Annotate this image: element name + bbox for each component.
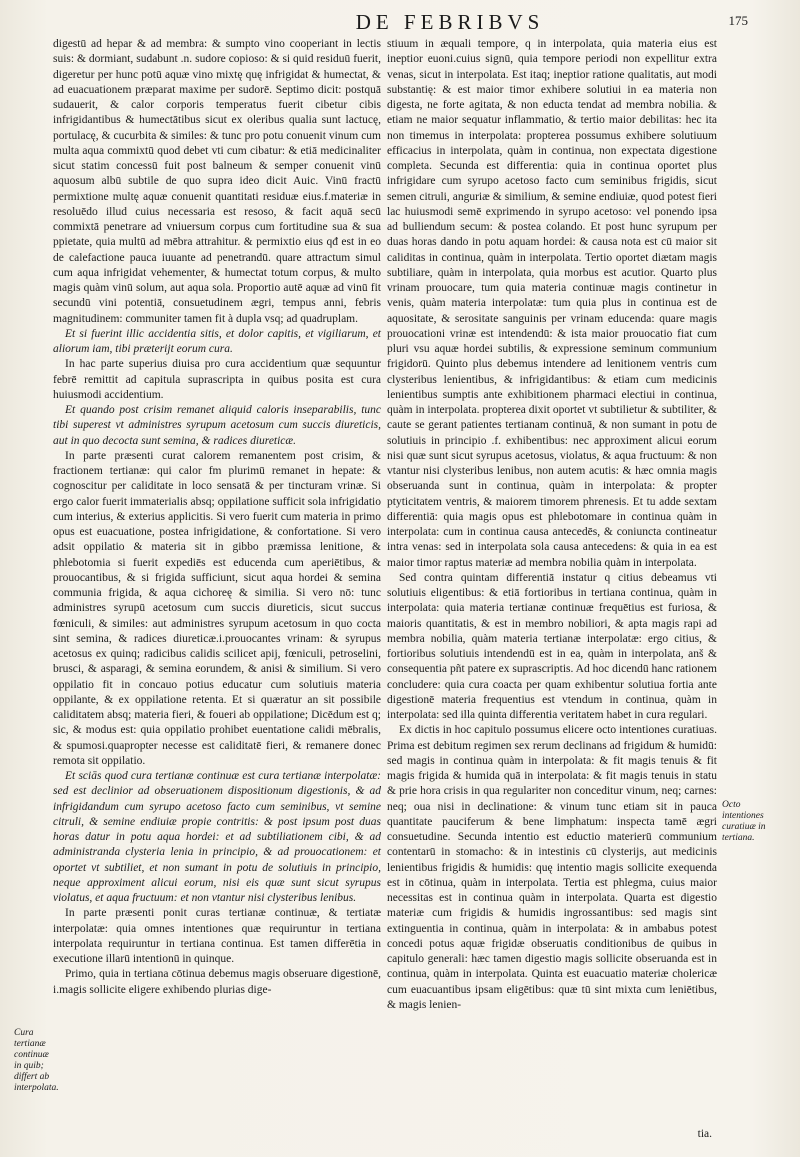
rubric-paragraph: Et sciās quod cura tertianæ continuæ est cura tertianæ interpolatæ: sed est declinior ad obseruationem dispositionum digestionis, & ad infrigidandum cum syrupo acetoso facto cum seminibus, vt semine citruli, & semine endiuiæ propie contritis: & post ipsum post duas horas datur in potu aqua hordei: et ad subtiliationem cibi, & ad administranda clysteria lenia in principio, & ad prouocationem: et oportet vt subtiliet, et non sumant in potu de solutiuis in principio, neque approximent alicui eorum, nisi eis quæ sunt sicut syrupus violatus, et aqua fructuum: et non vtantur nisi clysteribus lenibus. <box>53 770 381 904</box>
paragraph: stiuum in æquali tempore, q in interpolata, quia materia eius est ineptior euoni.cuius signū, quia tempore periodi non expellitur extra venas, sicut in interpolata. Est itaq; ineptior ratione qualitatis, aut modi substantię: & est maior timor exhibere solutiui in ea materia non digesta, ne forte agitata, & non educta tendat ad membra nobilia. & etiam ne maior sequatur inflammatio, & tertio maior debilitas: hec ita non timemus in interpolata: propterea possumus exhibere solutiuum efficacius in interpolata, quàm in continua, non expectata digestione completa. Secunda est differentia: quia in continua oportet plus infrigidare cum syrupo acetoso facto cum seminibus frigidis, sicut semen citruli, anguriæ & similium, & semine endiuiæ, quod potest fieri lac huiusmodi semē exprimendo in syrupo acetoso: vel ponendo ipsa ad bulliendum secum: & postea colando. Et post hunc syrupum per duas horas dando in potu aquam hordei: & causa nota est cū maior sit caliditas in continua, quàm in interpolata. Tertio oportet diætam magis subtiliare, quàm in interpolata, quia morbus est acutior. Quarto plus vrinam prouocare, tum quia materia continuæ magis continetur in venis, quàm materia interpolatæ: tum quia plus in continua est de aquositate, & serositate sanguinis per vrinam educenda: quare magis prouocationi vrinæ est intendendū: & ista maior prouocatio fiat cum pluri vsu aquæ hordei subtilis, & expressione seminum communium frigidorū. Quinto plus debemus intendere ad lenitionem ventris cum clysteribus lenientibus, & infrigidantibus: & etiam cum medicinis lenientibus sumptis ante exhibitionem pharmaci electiui in continua, quàm in interpolata. propterea dixit oportet vt subtilietur & subtiliter, & caute se gerant patientes tertianam continuā, & non sumant in potu de solutiuis in principio .f. exhibentibus: nec approximent alicui eorum nisi quæ sunt sicut syrupus acetosus, violatus, & aqua fructuum: & non vtantur nisi clysteribus lenibus, non autem acutis: & hæc omnia magis obseruanda sunt in continua, quàm in interpolata: & propter ptyticitatem ventris, & maiorem timorem phrenesis. Et tu adde sextam differentiā: quia magis opus est phlebotomare in continua quàm in interpolata: cum in continua causa antecedēs, & coniuncta contineatur intra venas: sed in interpolata sola causa antecedens: & quia in ea est maior timor raptus materiæ ad membra nobilia quàm in interpolata. <box>387 38 717 569</box>
margin-note-right: Octo intentiones curatiuæ in tertiana. <box>722 800 766 843</box>
paragraph: In parte præsenti ponit curas tertianæ continuæ, & tertiatæ interpolatæ: quia omnes intentiones quæ requiruntur in tertiana interpolata requiruntur in tertiana continua. Est tamen differētia in executione illarū intentionū in quinque. <box>53 907 381 965</box>
paragraph: Ex dictis in hoc capitulo possumus elicere octo intentiones curatiuas. Prima est debitum regimen sex rerum declinans ad frigidum & humidū: sed magis in continua quàm in interpolata: & fit magis tenuis & fit magis frigida & humida quā in interpolata: & fit magis tenuis in statu & prie hora crisis in qua regulariter non conceditur vinum, neq; carnes: neq; oua nisi in declinatione: & vinum tunc etiam sit in pauca quantitate pauciferum & bene limphatum: inspecta tamē ægri consuetudine. Secunda intentio est eductio materierū communium contentarū in stomacho: & in intestinis cū clysterijs, aut medicinis lenientibus frigidis & humidis: quę intentio magis sollicite exequenda est in cōtinua, quàm in interpolata. Tertia est phlegma, cuius maior necessitas est in continua quàm in interpolata. Quarta est digestio materiæ cum frigidis & humidis ingrossantibus: sed magis sint extinguentia in continua, quàm in interpolata: & in ambabus potest concedi potus aquæ frigidæ obseruatis conditionibus de quibus in capitulo generali: hæc tamen digestio magis sollicite obseruanda est in continua, quàm in interpolata. Quinta est euacuatio materiæ cholericæ cum euacuantibus ipsam eligētibus: quæ tū sint mixta cum leniētibus, & magis lenien- <box>387 724 717 1011</box>
paragraph: In hac parte superius diuisa pro cura accidentium quæ sequuntur febrē remittit ad capitula suprascripta in quibus posita est cura huiusmodi accidentium. <box>53 358 381 401</box>
rubric-paragraph: Et si fuerint illic accidentia sitis, et dolor capitis, et vigiliarum, et aliorum iam, tibi præterijt eorum cura. <box>53 327 381 355</box>
catchword: tia. <box>697 1128 712 1140</box>
margin-note-left: Cura tertianæ continuæ in quib; differt ab interpolata. <box>14 1028 59 1093</box>
paragraph: Primo, quia in tertiana cōtinua debemus magis obseruare digestionē, i.magis sollicite eligere exhibendo plurias dige- <box>53 968 381 996</box>
paragraph: digestū ad hepar & ad membra: & sumpto vino cooperiant in lectis suis: & dormiant, sudabunt .n. sudore copioso: & si quid residuū fuerit, digeretur per hunc potū aquæ vino mixtę quę infrigidat & humectat, & ad euacuationem præparat maxime per sudorē. Septimo dicit: postquā sudauerit, & calor corporis temperatus fuerit cibetur cibis infrigidantibus & humectātibus sicut ex oleribus qualia sunt lactucę, portulacę, & cucurbita & similes: & tunc pro potu conuenit vinum cum multa aqua commixtū quod debet vti cum cibatur: & etiā medicinaliter sicut statim concessū fuit post balneum & semper conuenit vinū aquosum albū subtile de quo supra ideo dicit Auic. Vinū fractū permixtione multę aquæ conuenit quantitati residuæ eius.f.materiæ in resoluēdo illud cuius necessaria est resoso, & facit aquā secū commixtā penetrare ad vniuersum corpus cum fortitudine sua & sua ppietate, quia multū ad mēbra attrahitur. & permixtio eius qđ est in eo de calefactione pauca iuuante ad penetrandū. quare attractum simul cum aqua infrigidat vehementer, & humectat totum corpus, & multo magis quàm vinū solum, aut aqua sola. Proportio autē aquæ ad vinū fit secundū vini potentiā, consuetudinem ægri, tempus anni, febris magnitudinem: communiter tamen fit à dupla vsq; ad quadruplam. <box>53 38 381 325</box>
page-number: 175 <box>728 13 748 28</box>
rubric-paragraph: Et quando post crisim remanet aliquid caloris inseparabilis, tunc tibi superest vt administres syrupum acetosum cum succis diureticis, aut in quo decocta sunt semina, & radices diureticæ. <box>53 404 381 447</box>
left-column <box>53 37 381 998</box>
running-title: DE FEBRIBVS <box>355 10 545 34</box>
paragraph: Sed contra quintam differentiā instatur q citius debeamus vti solutiuis eligentibus: & etiā fortioribus in tertiana continua, quàm in interpolata: quia materia tertianæ continuæ frequētius est furiosa, & maioris quantitatis, & est in membro nobiliori, & apta magis rapi ad membra nobilia, quàm materia tertianæ interpolatæ: ergo citius, & fortioribus solutiuis intendendū est in ea, quàm in interpolata, anš & consequentia pñt patere ex suprascriptis. Ad hoc dicendū hanc rationem concludere: quia cura coacta per quam exhibentur solutiua fortia ante digestionē materia frequentius est vtendum in continua, quàm in interpolata: sed illa quinta differentia veritatem habet in cura regulari. <box>387 571 717 721</box>
right-column <box>387 37 717 1013</box>
paragraph: In parte præsenti curat calorem remanentem post crisim, & fractionem tertianæ: qui calor fm plurimū remanet in hepate: & cognoscitur per caliditate in loco sensatā & per tincturam vrinæ. Si ergo calor fuerit immaterialis absq; oppilatione sufficit sola infrigidatio cum interius, & exterius applicitis. Si vero fuerit cum materia in primo opus est euacuatione, postea infrigidatione, & confortatione. Si vero adsit oppilatio & materia sit in gibbo præmissa lenitione, & phlebotomia si fuerit expediēs est educenda cum aperiētibus, & prouocantibus, & si frigida sufficiunt, sicut aqua hordei & semina communia frigida, & aqua cichoreę & similia. Si vero nō: tunc administres syrupū acetosum cum succis diureticis, sicut succus fœniculi, & similes: aut administres syrupum acetosum in quo cocta sint semina, & radices diureticæ.i.prouocantes vrinam: & syrupus acetosus ex quinq; radicibus calidis scilicet apij, fœniculi, petroselini, brusci, & asparagi, & semina eorundem, & anisi & similium. Si vero oppilatio fit in concauo potius educatur cum solutiuis materia oppilante, & ex oppilatione retenta. Et si quæratur an sit possibile caliditatem absq; materia fieri, & foueri ab oppilatione; Dicēdum est q; sic, & modus est: quia oppilatio prohibet euentatione calidi mēbralis, & spumosi.quapropter necesse est caliditatē fieri, & remanere donec remota sit oppilatio. <box>53 449 381 767</box>
